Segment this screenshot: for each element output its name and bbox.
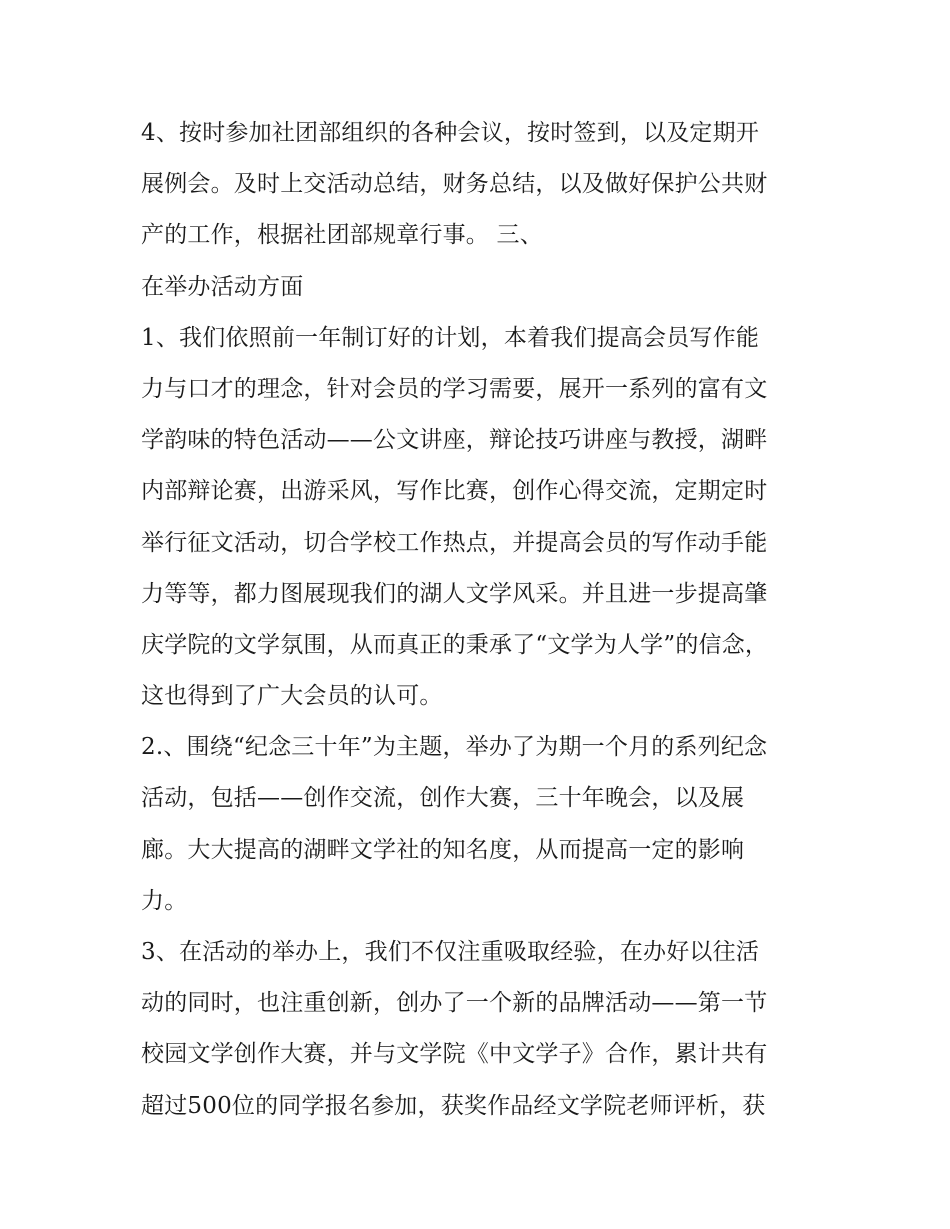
text-line: 2.、围绕“纪念三十年”为主题，举办了为期一个月的系列纪念 — [141, 734, 768, 761]
text-line: 庆学院的文学氛围，从而真正的秉承了“文学为人学”的信念， — [141, 631, 769, 658]
text-line: 这也得到了广大会员的认可。 — [141, 683, 443, 710]
text-line: 力与口才的理念，针对会员的学习需要，展开一系列的富有文 — [141, 375, 768, 402]
text-line: 展例会。及时上交活动总结，财务总结，以及做好保护公共财 — [141, 171, 768, 198]
text-line: 举行征文活动，切合学校工作热点，并提高会员的写作动手能 — [141, 529, 768, 556]
text-line: 廊。大大提高的湖畔文学社的知名度，从而提高一定的影响 — [141, 836, 745, 863]
text-line: 内部辩论赛，出游采风，写作比赛，创作心得交流，定期定时 — [141, 478, 768, 505]
text-line: 活动，包括——创作交流，创作大赛，三十年晚会，以及展 — [141, 785, 745, 812]
section-heading: 在举办活动方面 — [141, 273, 304, 300]
text-line: 动的同时，也注重创新，创办了一个新的品牌活动——第一节 — [141, 990, 768, 1017]
text-line: 学韵味的特色活动——公文讲座，辩论技巧讲座与教授，湖畔 — [141, 427, 768, 454]
text-line: 4、按时参加社团部组织的各种会议，按时签到，以及定期开 — [141, 120, 760, 146]
text-line: 力等等，都力图展现我们的湖人文学风采。并且进一步提高肇 — [141, 580, 768, 607]
text-line: 3、在活动的举办上，我们不仅注重吸取经验，在办好以往活 — [141, 939, 760, 965]
document-body — [141, 108, 821, 1132]
text-line: 1、我们依照前一年制订好的计划，本着我们提高会员写作能 — [141, 324, 760, 351]
text-line: 校园文学创作大赛，并与文学院《中文学子》合作，累计共有 — [141, 1041, 768, 1068]
text-line: 力。 — [141, 887, 188, 914]
text-line: 超过500位的同学报名参加，获奖作品经文学院老师评析，获 — [141, 1092, 766, 1119]
text-line: 产的工作，根据社团部规章行事。 三、 — [141, 222, 543, 249]
